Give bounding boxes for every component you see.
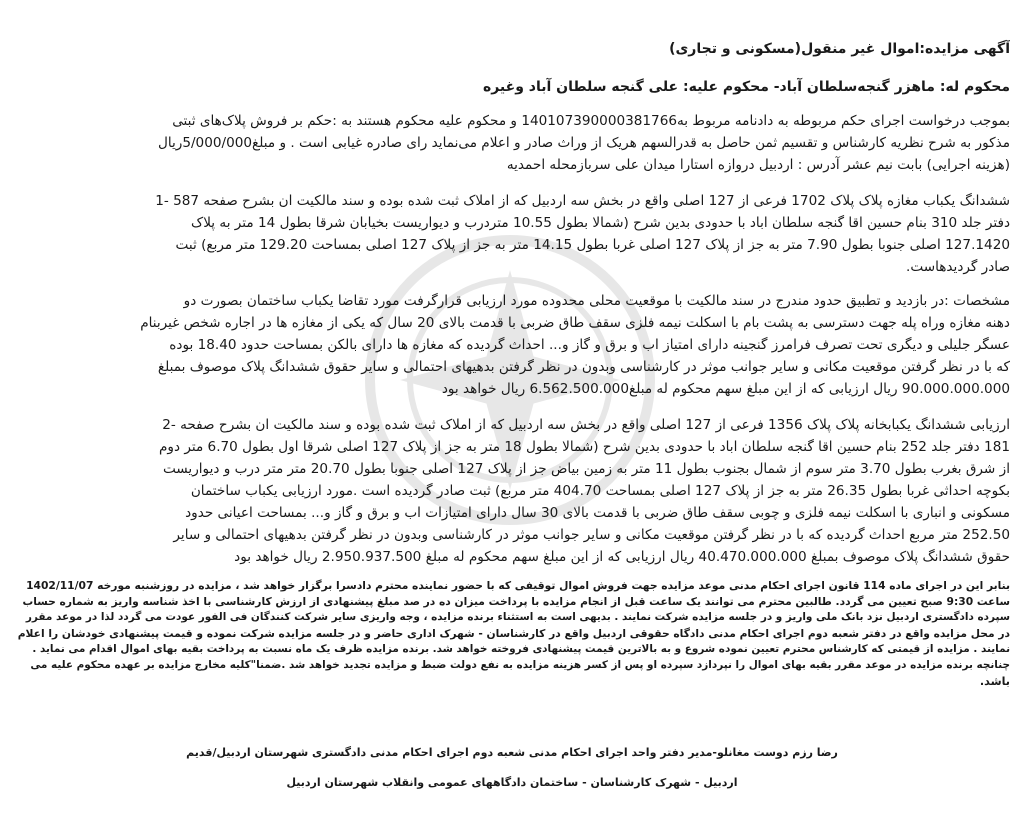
conditions-line: چنانچه برنده مزایده در موعد مقرر بقیه بهای اموال را نپردازد سپرده او پس از کسر هزینه مزایده به نفع دولت ضبط و مزایده تجدید خواهد شد .ضمنا"کلیه مخارج مزایده بر عهده محکوم علیه می xyxy=(30,659,1010,671)
specs-line: عسگر جلیلی و دیگری تحت تصرف فرامرز گنجینه دارای امتیاز اب و برق و گاز و... احداث گردیده که مغازه ها دارای بالکن بمساحت حدود 18.40 بوده xyxy=(169,337,1010,353)
specs-line: مشخصات :در بازدید و تطبیق حدود مندرج در سند مالکیت با موقعیت محلی محدوده مورد ارزیابی قرارگرفت مورد تقاضا یکباب ساختمان بصورت دو xyxy=(183,293,1010,309)
item2-line: بکوچه احداثی غربا بطول 26.35 متر به جز از پلاک 127 اصلی بمساحت 404.70 متر مربع) ثبت صادر گردیده است .مورد ارزیابی یکباب ساختمان xyxy=(190,483,1010,499)
specs-line: دهنه مغازه وراه پله جهت دسترسی به پشت بام با اسکلت نیمه فلزی سقف طاق ضربی با قدمت بالای 20 سال که یکی از مغازه ها در اجاره شخص غیربنام xyxy=(140,315,1010,331)
specs-line: که با در نظر گرفتن موقعیت مکانی و سایر جوانب موثر در کارشناسی وبدون در نظر گرفتن بدهیهای احتمالی و سایر حقوق ششدانگ پلاک موصوف بمبلغ xyxy=(157,359,1010,375)
conditions-line: سپرده دادگستری اردبیل نزد بانک ملی واریز و در جلسه مزایده شرکت نمایند . بدیهی است به استثناء برنده مزایده ، وجه واریزی سایر شرکت کنندگان فی الفور عودت می گردد لذا در موعد مقرر xyxy=(25,611,1010,623)
item1-line: 127.1420 اصلی جنوبا بطول 7.90 متر به جز از پلاک 127 اصلی غربا بطول 14.15 متر به جز از پلاک 127 اصلی بمساحت 129.20 متر مربع) ثبت xyxy=(175,237,1010,253)
intro-line: بموجب درخواست اجرای حکم مربوطه به دادنامه مربوط به140107390000381766 و محکوم علیه محکوم هستند به :حکم بر فروش پلاک‌های ثبتی xyxy=(172,113,1010,129)
notice-title: آگهی مزایده:اموال غیر منقول(مسکونی و تجاری) xyxy=(669,41,1010,57)
item1-line: صادر گردیدهاست. xyxy=(906,259,1010,275)
signature-line: رضا رزم دوست مغانلو-مدیر دفتر واحد اجرای احکام مدنی شعبه دوم اجرای احکام مدنی دادگستری شهرستان اردبیل/قدیم xyxy=(186,746,838,759)
conditions-line: ساعت 9:30 صبح تعیین می گردد. طالبین محترم می توانند یک ساعت قبل از انجام مزایده با پرداخت میزان ده در صد مبلغ پیشنهادی از ارزش کارشناسی با اخذ شناسه واریز به شماره حساب xyxy=(22,595,1010,608)
item2-line: 252.50 متر مربع احداث گردیده که با در نظر گرفتن موقعیت مکانی و سایر جوانب موثر در کارشناسی وبدون در نظر گرفتن بدهیهای احتمالی و سایر xyxy=(173,527,1010,543)
item2-line: 181 دفتر جلد 252 بنام حسین اقا گنجه سلطان اباد با حدودی بدین شرح (شمالا بطول 18 متر به جز از پلاک 127 اصلی شرقا اول بطول 6.70 متر دوم xyxy=(158,439,1010,455)
conditions-line: بنابر این در اجرای ماده 114 قانون اجرای احکام مدنی موعد مزایده جهت فروش اموال توقیفی که با حضور نماینده محترم دادسرا برگزار خواهد شد ، مزایده در روزشنبه مورخه 1402/11/07 xyxy=(26,579,1010,592)
item1-line: ششدانگ یکباب مغازه پلاک پلاک 1702 فرعی از 127 اصلی واقع در بخش سه اردبیل که از املاک ثبت شده بوده و سند مالکیت ان بشرح صفحه 587 -1 xyxy=(155,193,1010,209)
item2-line: حقوق ششدانگ پلاک موصوف بمبلغ 40.470.000.000 ریال ارزیابی که از این مبلغ سهم محکوم له مبلغ 2.950.937.500 ریال خواهد بود xyxy=(234,549,1010,565)
item2-line: مسکونی و انباری با اسکلت نیمه فلزی و چوبی سقف طاق ضربی با قدمت بالای 30 سال دارای امتیازات اب و برق و گاز و... بمساحت اعیانی حدود xyxy=(185,505,1010,521)
conditions-line: در محل مزایده واقع در دفتر شعبه دوم اجرای احکام مدنی دادگاه حقوقی اردبیل واقع در کارشناسان - شهرک اداری حاضر و در جلسه مزایده شرکت نموده و قیمت پیشنهادی خودشان را اعلام xyxy=(17,627,1010,640)
address-line: اردبیل - شهرک کارشناسان - ساختمان دادگاههای عمومی وانقلاب شهرستان اردبیل xyxy=(286,776,738,789)
conditions-line: باشد. xyxy=(979,675,1010,688)
item2-line: ارزیابی ششدانگ یکبابخانه پلاک پلاک 1356 فرعی از 127 اصلی واقع در بخش سه اردبیل که از املاک ثبت شده بوده و سند مالکیت ان بشرح صفحه -2 xyxy=(162,417,1010,433)
notice-parties: محکوم له: ماهزر گنجه‌سلطان آباد- محکوم علیه: علی گنجه سلطان آباد وغیره xyxy=(482,79,1010,95)
intro-line: (هزینه اجرایی) بابت نیم عشر آدرس : اردبیل دروازه استارا میدان علی سربازمحله احمدیه xyxy=(506,157,1010,173)
conditions-line: نمایند . مزایده از قیمتی که کارشناس محترم تعیین نموده شروع و به بالاترین قیمت پیشنهادی فروخته خواهد شد. برنده مزایده ظرف یک ماه نسبت به پرداخت بقیه بهای اموال اقدام می نماید . xyxy=(32,643,1010,655)
specs-line: 90.000.000.000 ریال ارزیابی که از این مبلغ سهم محکوم له مبلغ6.562.500.000 ریال خواهد بود xyxy=(441,381,1010,397)
item1-line: دفتر جلد 310 بنام حسین اقا گنجه سلطان اباد با حدودی بدین شرح (شمالا بطول 10.55 متردرب و دیواریست بخیابان شرقا بطول 14 متر به پلاک xyxy=(191,215,1010,231)
intro-line: مذکور به شرح نظریه کارشناس و تقسیم ثمن حاصل به قدرالسهم هریک از وراث صادر و اعلام می‌نماید رای صادره غیابی است . و مبلغ5/000/000ریال xyxy=(157,135,1010,151)
item2-line: از شرق بغرب بطول 3.70 متر سوم از شمال بجنوب بطول 11 متر به زمین بیاض جز از پلاک 127 اصلی جنوبا بطول 20.70 متر متر درب و دیواریست xyxy=(162,461,1010,477)
